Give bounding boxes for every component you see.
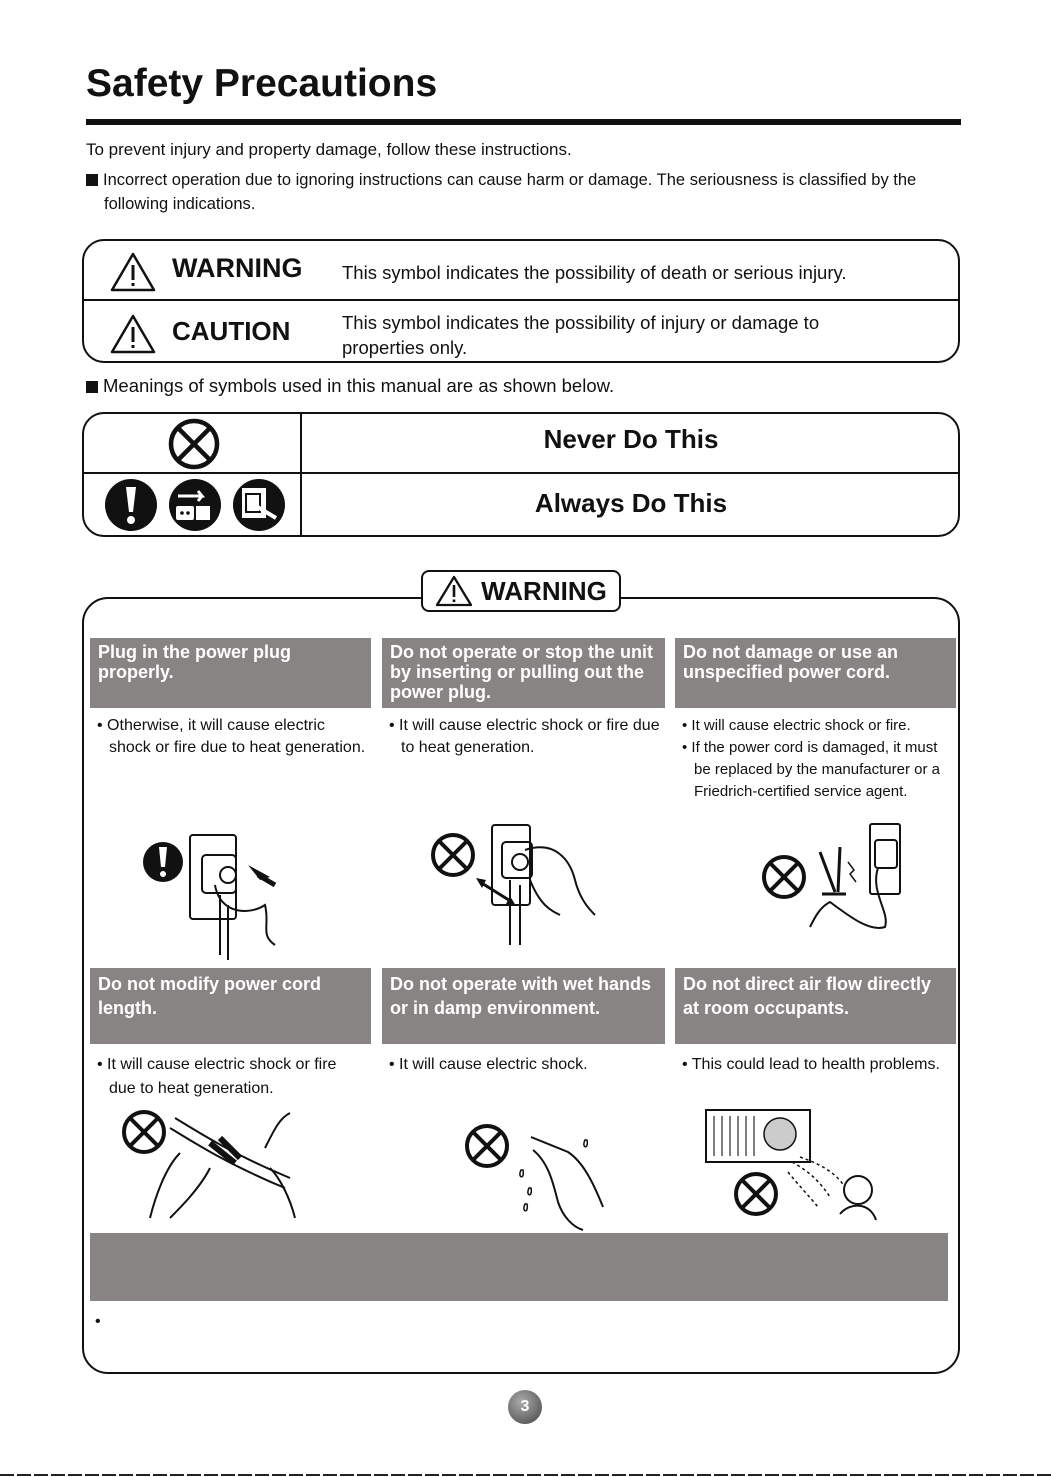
- warning-triangle-icon: [435, 575, 473, 607]
- warning-item-bullet: • It will cause electric shock or fire due to heat generation.: [389, 717, 660, 756]
- bullet-text: It will cause electric shock or fire due to heat generation.: [399, 717, 660, 756]
- warning-item-bullet: • Otherwise, it will cause electric shock or fire due to heat generation.: [97, 717, 366, 756]
- bullet-text: If the power cord is damaged, it must be replaced by the manufacturer or a Friedrich-certified service agent.: [691, 739, 940, 800]
- warning-item-description: [682, 1053, 954, 1077]
- cord-modify-illustration: [120, 1108, 300, 1223]
- never-do-label: Never Do This: [543, 424, 719, 454]
- warning-item-header: Do not operate with wet hands or in damp environment.: [382, 968, 665, 1044]
- unplug-icon: [168, 478, 222, 532]
- warning-item-header: Do not modify power cord length.: [90, 968, 371, 1044]
- air-flow-illustration: [700, 1102, 890, 1230]
- warning-item-bullet: • It will cause electric shock or fire.: [682, 717, 911, 734]
- blank-warning-header: [90, 1233, 948, 1301]
- warning-section-badge: [421, 570, 621, 612]
- wet-hands-illustration: [463, 1122, 613, 1232]
- always-do-label: Always Do This: [534, 488, 728, 518]
- warning-triangle-icon: [110, 314, 156, 354]
- warning-item-description: [389, 1053, 661, 1077]
- bullet-text: It will cause electric shock or fire due to heat generation.: [107, 1056, 337, 1097]
- prohibited-circle-icon: [168, 418, 220, 470]
- title-rule: [86, 119, 961, 125]
- warning-item-bullet: • This could lead to health problems.: [682, 1056, 940, 1073]
- intro-text: To prevent injury and property damage, follow these instructions.: [86, 140, 572, 159]
- empty-bullet: •: [95, 1313, 101, 1330]
- pull-plug-illustration: [430, 820, 600, 950]
- ground-connection-icon: [232, 478, 286, 532]
- warning-item-header: Do not damage or use an unspecified power cord.: [675, 638, 956, 708]
- warning-label: WARNING: [172, 253, 303, 283]
- warning-item-description: [389, 715, 661, 759]
- bullet-text: Otherwise, it will cause electric shock or fire due to heat generation.: [107, 717, 366, 756]
- warning-item-header: Do not operate or stop the unit by inserting or pulling out the power plug.: [382, 638, 665, 708]
- square-bullet-icon: [86, 174, 98, 186]
- warning-description: This symbol indicates the possibility of death or serious injury.: [342, 262, 847, 283]
- intro-bullet: [86, 168, 974, 216]
- warning-item-header: Plug in the power plug properly.: [90, 638, 371, 708]
- mandatory-exclamation-icon: [104, 478, 158, 532]
- page-title: Safety Precautions: [86, 62, 438, 105]
- warning-triangle-icon: [110, 252, 156, 292]
- caution-label: CAUTION: [172, 316, 291, 346]
- warning-section-label: WARNING: [481, 575, 607, 606]
- bullet-text: This could lead to health problems.: [691, 1056, 940, 1073]
- caution-description: This symbol indicates the possibility of injury or damage to properties only.: [342, 312, 820, 358]
- page-number: 3: [508, 1390, 542, 1424]
- bullet-text: It will cause electric shock.: [399, 1056, 588, 1073]
- warning-item-header: Do not direct air flow directly at room occupants.: [675, 968, 956, 1044]
- damaged-cord-illustration: [760, 822, 910, 937]
- warning-item-bullet: • If the power cord is damaged, it must be replaced by the manufacturer or a Friedrich-certified service agent.: [682, 739, 940, 800]
- warning-item-description: [97, 715, 367, 759]
- bottom-edge: [0, 1474, 1051, 1476]
- severity-divider: [84, 299, 958, 301]
- meanings-text: [86, 375, 614, 397]
- plug-in-illustration: [140, 825, 290, 965]
- symbol-table-row-divider: [84, 472, 958, 474]
- intro-bullet-text: Incorrect operation due to ignoring instructions can cause harm or damage. The seriousness is classified by the following indications.: [103, 171, 917, 213]
- bullet-text: It will cause electric shock or fire.: [691, 717, 911, 734]
- warning-item-bullet: • It will cause electric shock or fire due to heat generation.: [97, 1056, 337, 1097]
- warning-item-description: [97, 1053, 367, 1101]
- square-bullet-icon: [86, 381, 98, 393]
- warning-item-bullet: • It will cause electric shock.: [389, 1056, 588, 1073]
- meanings-label: Meanings of symbols used in this manual are as shown below.: [103, 375, 615, 396]
- warning-item-description: [682, 715, 952, 803]
